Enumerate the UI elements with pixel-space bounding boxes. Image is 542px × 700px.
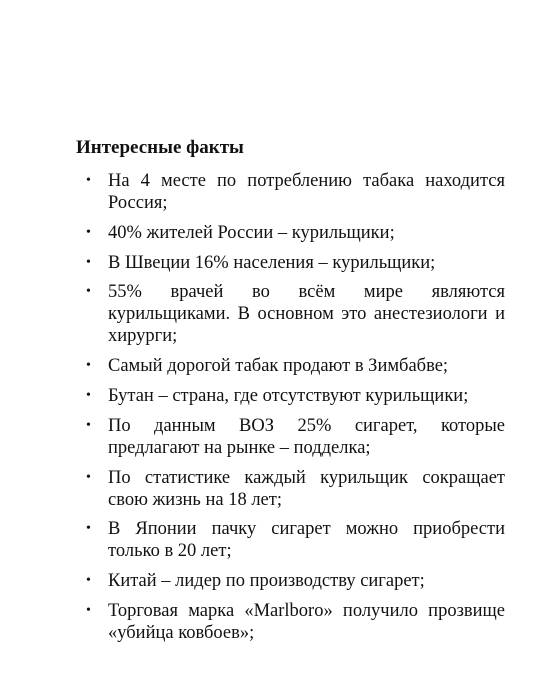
bullet-icon: •	[86, 469, 91, 485]
fact-text: В Японии пачку сигарет можно приобрести только в 20 лет;	[108, 519, 505, 562]
bullet-icon: •	[86, 521, 91, 537]
bullet-icon: •	[86, 358, 91, 374]
fact-text: По данным ВОЗ 25% сигарет, которые предлагают на рынке – подделка;	[108, 415, 505, 458]
bullet-icon: •	[86, 224, 91, 240]
list-item	[86, 518, 505, 562]
list-item	[86, 570, 505, 592]
fact-text: Торговая марка «Marlboro» получило прозвище «убийца ковбоев»;	[108, 600, 505, 643]
bullet-icon: •	[86, 284, 91, 300]
fact-text: Китай – лидер по производству сигарет;	[108, 571, 425, 592]
facts-list	[86, 170, 505, 652]
section-heading: Интересные факты	[76, 137, 244, 158]
bullet-icon: •	[86, 417, 91, 433]
list-item	[86, 355, 505, 377]
fact-text: В Швеции 16% населения – курильщики;	[108, 252, 436, 273]
bullet-icon: •	[86, 602, 91, 618]
list-item	[86, 222, 505, 244]
fact-text: По статистике каждый курильщик сокращает свою жизнь на 18 лет;	[108, 467, 505, 510]
list-item	[86, 281, 505, 347]
fact-text: На 4 месте по потреблению табака находится Россия;	[108, 171, 505, 213]
bullet-icon: •	[86, 387, 91, 403]
fact-text: 55% врачей во всём мире являются курильщиками. В основном это анестезиологи и хирурги;	[108, 282, 505, 347]
list-item	[86, 170, 505, 214]
list-item	[86, 415, 505, 459]
bullet-icon: •	[86, 254, 91, 270]
bullet-icon: •	[86, 173, 91, 188]
list-item	[86, 385, 505, 407]
fact-text: 40% жителей России – курильщики;	[108, 222, 395, 243]
list-item	[86, 467, 505, 511]
list-item	[86, 252, 505, 274]
fact-text: Бутан – страна, где отсутствуют курильщики;	[108, 385, 469, 406]
bullet-icon: •	[86, 573, 91, 589]
fact-text: Самый дорогой табак продают в Зимбабве;	[108, 356, 449, 377]
list-item	[86, 600, 505, 644]
